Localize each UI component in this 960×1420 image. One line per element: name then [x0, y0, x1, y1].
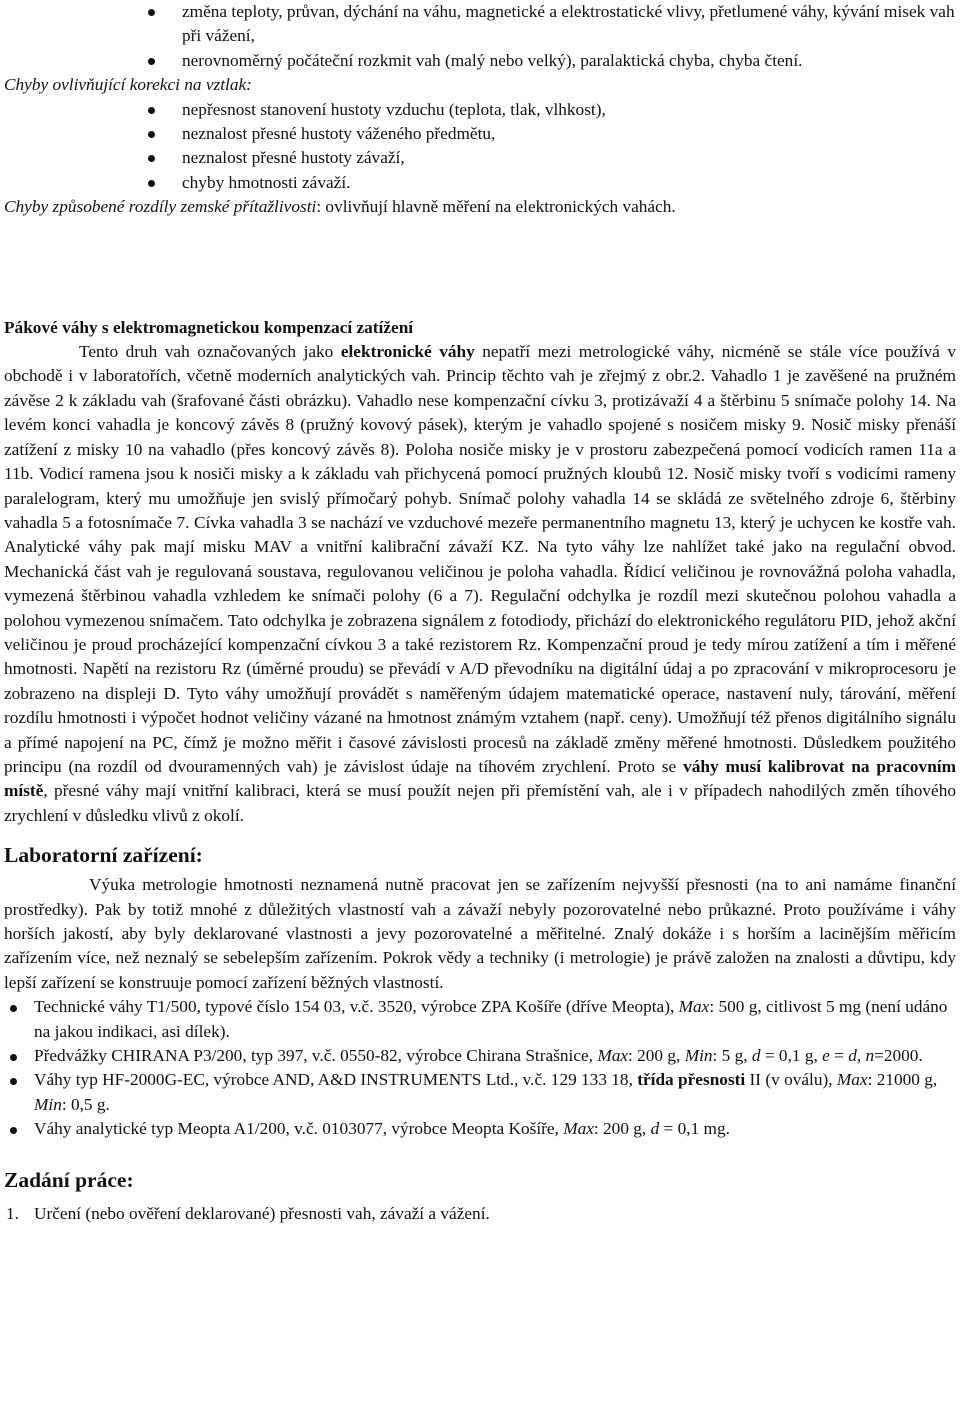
text-run: , — [856, 1046, 866, 1066]
text-run-italic: Max — [597, 1046, 629, 1066]
text-run-bold: váhy musí kalibrovat na pracovním místě — [4, 756, 957, 801]
list-item-text: nepřesnost stanovení hustoty vzduchu (teplota, tlak, vlhkost), — [182, 99, 606, 119]
section-heading-assignment: Zadání práce: — [4, 1167, 134, 1192]
list-item — [4, 122, 956, 146]
text-run-italic: Min — [34, 1094, 62, 1114]
text-run: II (v oválu), — [745, 1070, 837, 1090]
list-item-text: nerovnoměrný počáteční rozkmit vah (malý nebo velký), paralaktická chyba, chyba čtení. — [182, 50, 803, 70]
text-run: Technické váhy T1/500, typové číslo 154 03, v.č. 3520, výrobce ZPA Košíře (dříve Meopta), — [34, 997, 679, 1017]
gravity-label: Chyby způsobené rozdíly zemské přítažlivosti — [4, 197, 317, 217]
list-item — [4, 171, 956, 195]
text-run-italic: Min — [684, 1046, 713, 1066]
text-run: : 200 g, — [593, 1119, 651, 1139]
text-run-italic: n — [865, 1046, 875, 1066]
text-run-italic: d — [751, 1046, 761, 1066]
text-run: Váhy typ HF-2000G-EC, výrobce AND, A&D INSTRUMENTS Ltd., v.č. 129 133 18, — [34, 1070, 638, 1090]
list-item — [4, 1117, 956, 1141]
text-run: : 21000 g, — [867, 1070, 938, 1090]
text-run: = 0,1 g, — [760, 1046, 823, 1066]
task-text: Určení (nebo ověření deklarované) přesnosti vah, závaží a vážení. — [34, 1203, 490, 1223]
list-item — [4, 49, 956, 73]
section-paragraph — [4, 340, 956, 828]
text-run: : 500 g, citlivost 5 mg (není udáno na jakou indikaci, asi dílek). — [34, 997, 948, 1041]
list-item — [4, 1068, 956, 1117]
text-run: = 0,1 mg. — [659, 1119, 730, 1139]
text-run: Tento druh vah označovaných jako — [79, 342, 341, 362]
section-heading-lab-equipment: Laboratorní zařízení: — [4, 843, 203, 868]
list-item — [4, 995, 956, 1044]
lab-paragraph: Výuka metrologie hmotnosti neznamená nutně pracovat jen se zařízením nejvyšší přesnosti (na to ani namáme finanční prostředky). Pak by totiž mnohé z důležitých vlastností vah a závaží nebyly pozorovatelné nebo průkazné. Proto používáme i váhy horších jakostí, aby byly deklarované vlastnosti a jevy pozorovatelné a měřitelné. Znalý dokáže i s horším a lacinějším měřicím zařízením více, než neznalý se sebelepším zařízením. Pokrok vědy a techniky (i metrologie) je právě založen na znalosti a důvtipu, kdy lepší zařízení se konstruuje pomocí zařízení běžných vlastností. — [4, 875, 956, 992]
list-item — [4, 146, 956, 170]
text-run-italic: e — [822, 1046, 830, 1066]
text-run: nepatří mezi metrologické váhy, nicméně se stále více používá v obchodě i v laboratořích, včetně moderních analytických vah. Princip těchto vah je zřejmý z obr.2. Vahadlo 1 je zavěšené na pružném závěse 2 k základu vah (šrafované části obrázku). Vahadlo nese kompenzační cívku 3, protizávaží 4 a štěrbinu 5 snímače polohy 14. Na levém konci vahadla je koncový závěs 8 (pružný kovový pásek), kterým je vahadlo spojené s nosičem misky 9. Nosič misky přenáší zatížení z misky 10 na vahadlo (přes koncový závěs 8). Poloha nosiče misky je v prostoru zabezpečená pomocí vodicích ramen 11a a 11b. Vodicí ramena jsou k nosiči misky a k základu vah přichycená pomocí pružných kloubů 12. Nosič misky tvoří s vodicími rameny paralelogram, který mu umožňuje jen svislý přímočarý pohyb. Snímač polohy vahadla 14 se skládá ze světelného zdroje 6, štěrbiny vahadla 5 a fotosnímače 7. Cívka vahadla 3 se nachází ve vzduchové mezeře permanentního magnetu 13, který je uchycen ke kostře vah. Analytické váhy pak mají misku MAV a vnitřní kalibrační závaží KZ. Na tyto váhy lze nahlížet také jako na regulační obvod. Mechanická část vah je regulovaná soustava, regulovanou veličinou je poloha vahadla. Řídicí veličinou je rovnovážná poloha vahadla, vymezená štěrbinou vahadla vzhledem ke snímači polohy (6 a 7). Regulační odchylka je rozdíl mezi skutečnou polohou vahadla a polohou vymezenou snímačem. Tato odchylka je zobrazena signálem z fotodiody, přichází do elektronického regulátoru PID, jehož akční veličinou je proud procházející kompenzační cívkou 3 a také rezistorem Rz. Kompenzační proud je tedy mírou zatížení a tím i měřené hmotnosti. Napětí na rezistoru Rz (úměrné proudu) se převádí v A/D převodníku na digitální údaj a po zpracování v mikroprocesoru je zobrazeno na displeji D. Tyto váhy umožňují provádět s naměřeným údajem matematické operace, nastavení nuly, tárování, měření rozdílu hmotnosti i výpočet hodnot veličiny vázané na hmotnost známým vztahem (např. ceny). Umožňují též přenos digitálního signálu a přímé napojení na PC, čímž je možno měřit i časové závislosti procesů na základě změny měřené hmotnosti. Důsledkem použitého principu (na rozdíl od dvouramenných vah) je závislost údaje na tíhovém zrychlení. Proto se — [4, 342, 956, 776]
list-item — [4, 98, 956, 122]
section-title: Pákové váhy s elektromagnetickou kompenzací zatížení — [4, 317, 414, 337]
text-run: : 0,5 g. — [61, 1094, 110, 1114]
text-run: : 5 g, — [712, 1046, 752, 1066]
list-item-text: neznalost přesné hustoty váženého předmětu, — [182, 124, 496, 144]
text-run: =2000. — [874, 1046, 923, 1066]
buoyancy-label: Chyby ovlivňující korekci na vztlak: — [4, 75, 252, 95]
list-item — [4, 0, 956, 49]
text-run: : 200 g, — [628, 1046, 685, 1066]
list-item — [4, 1044, 956, 1068]
gravity-paragraph — [4, 195, 956, 219]
text-run: , přesné váhy mají vnitřní kalibraci, která se musí použít nejen při přemístění vah, ale i v případech nahodilých změn tíhového zrychlení v důsledku vlivů z okolí. — [4, 781, 956, 825]
task-number: 1. — [6, 1203, 19, 1223]
list-item-text: změna teploty, průvan, dýchání na váhu, magnetické a elektrostatické vlivy, přetlumené váhy, kývání misek vah při vážení, — [182, 2, 955, 46]
text-run-italic: d — [848, 1046, 857, 1066]
text-run-italic: Max — [836, 1070, 868, 1090]
task-list — [4, 1202, 956, 1226]
text-run-italic: Max — [563, 1119, 594, 1139]
errors-list-buoyancy — [4, 98, 956, 196]
section-lever-scales — [4, 316, 956, 829]
gravity-text: : ovlivňují hlavně měření na elektronických vahách. — [316, 197, 676, 217]
list-item-text: chyby hmotnosti závaží. — [182, 172, 351, 192]
text-run-italic: d — [650, 1119, 660, 1139]
text-run: Předvážky CHIRANA P3/200, typ 397, v.č. 0550-82, výrobce Chirana Strašnice, — [34, 1046, 598, 1066]
task-item — [4, 1202, 956, 1226]
equipment-list — [4, 995, 956, 1141]
text-run: Váhy analytické typ Meopta A1/200, v.č. 0103077, výrobce Meopta Košíře, — [34, 1119, 564, 1139]
text-run-bold: elektronické váhy — [340, 342, 475, 362]
text-run-italic: Max — [678, 997, 710, 1017]
errors-list-environment — [4, 0, 956, 73]
text-run-bold: třída přesnosti — [637, 1070, 746, 1090]
text-run: = — [829, 1046, 849, 1066]
list-item-text: neznalost přesné hustoty závaží, — [182, 148, 405, 168]
